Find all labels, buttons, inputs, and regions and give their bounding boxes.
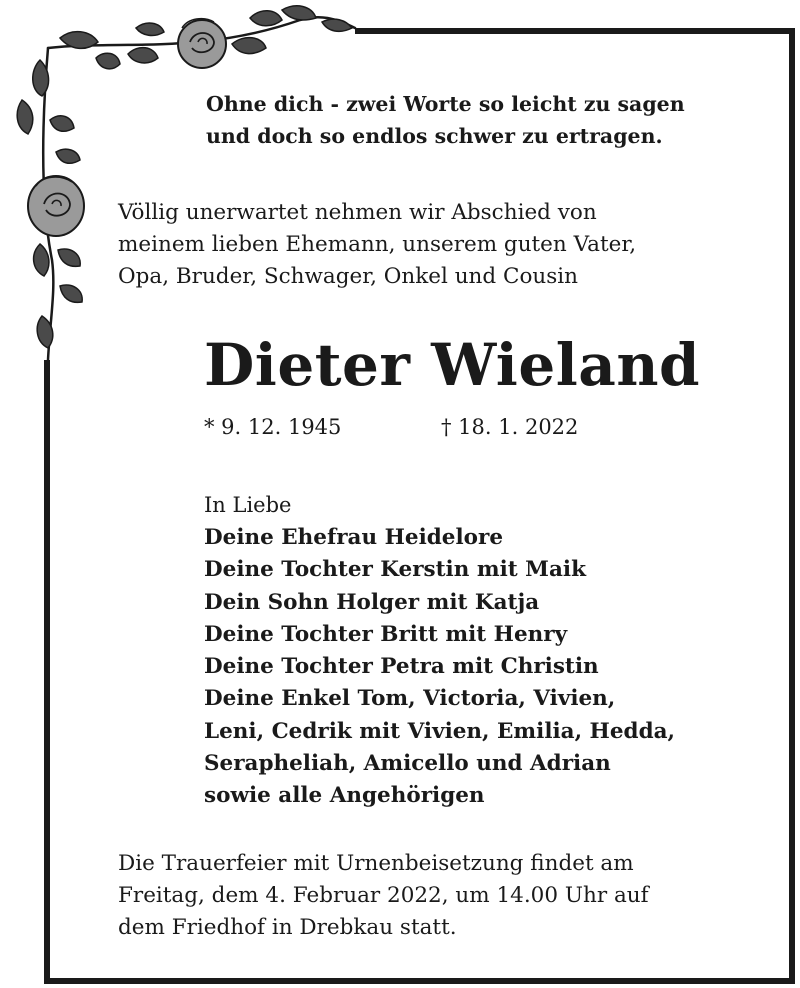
motto [206, 88, 685, 152]
death-date: † 18. 1. 2022 [441, 415, 579, 439]
intro-line: meinem lieben Ehemann, unserem guten Vater, [118, 232, 637, 257]
rose-branch-ornament [0, 0, 380, 380]
mourner-line: Deine Ehefrau Heidelore [204, 525, 503, 550]
mourners-intro: In Liebe [204, 493, 292, 517]
mourner-line: Deine Tochter Petra mit Christin [204, 654, 599, 680]
service-line: Freitag, dem 4. Februar 2022, um 14.00 Uhr auf [118, 883, 649, 908]
frame-border-right [789, 28, 795, 984]
announcement-intro [118, 197, 636, 293]
deceased-name: Dieter Wieland [204, 331, 701, 399]
intro-line: Opa, Bruder, Schwager, Onkel und Cousin [118, 264, 579, 289]
funeral-service-info [118, 848, 649, 944]
frame-border-bottom [44, 978, 795, 984]
intro-line: Völlig unerwartet nehmen wir Abschied von [118, 200, 597, 225]
service-line: Die Trauerfeier mit Urnenbeisetzung findet am [118, 851, 634, 876]
mourner-line: Deine Tochter Kerstin mit Maik [204, 557, 586, 583]
mourners-list [204, 522, 675, 813]
mourner-line: Deine Enkel Tom, Victoria, Vivien, [204, 686, 616, 712]
motto-line: und doch so endlos schwer zu ertragen. [206, 124, 663, 148]
mourner-line: Leni, Cedrik mit Vivien, Emilia, Hedda, [204, 718, 676, 744]
rose-top [178, 19, 226, 68]
rose-left [28, 176, 84, 236]
mourner-line: Deine Tochter Britt mit Henry [204, 621, 568, 647]
frame-border-top [355, 28, 795, 34]
service-line: dem Friedhof in Drebkau statt. [118, 915, 457, 940]
mourner-line: sowie alle Angehörigen [204, 783, 485, 809]
motto-line: Ohne dich - zwei Worte so leicht zu sagen [206, 92, 685, 116]
mourner-line: Serapheliah, Amicello und Adrian [204, 751, 611, 777]
birth-date: * 9. 12. 1945 [204, 415, 342, 439]
mourner-line: Dein Sohn Holger mit Katja [204, 589, 540, 615]
frame-border-left [44, 360, 50, 984]
